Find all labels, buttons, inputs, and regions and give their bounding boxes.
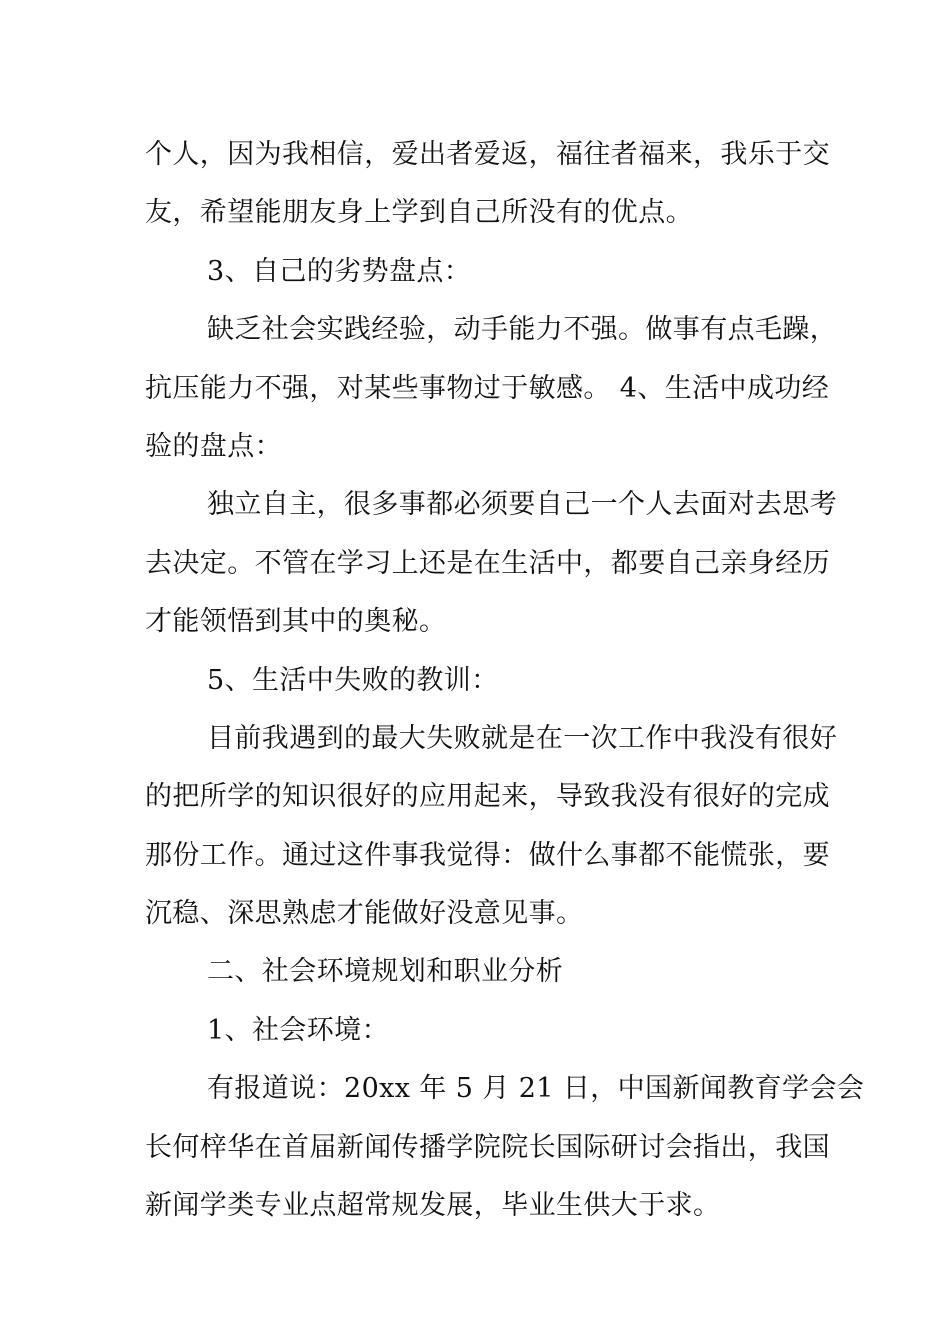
paragraph-line: 长何梓华在首届新闻传播学院院长国际研讨会指出，我国	[145, 1131, 830, 1163]
section-heading: 3、自己的劣势盘点：	[207, 255, 472, 287]
section-heading: 1、社会环境：	[207, 1014, 389, 1046]
paragraph-line: 验的盘点：	[145, 430, 282, 462]
paragraph-line: 新闻学类专业点超常规发展，毕业生供大于求。	[145, 1190, 721, 1222]
paragraph-line: 友，希望能朋友身上学到自己所没有的优点。	[145, 197, 693, 229]
section-heading: 二、社会环境规划和职业分析	[207, 956, 564, 988]
paragraph-line: 有报道说：20xx 年 5 月 21 日，中国新闻教育学会会	[207, 1073, 865, 1105]
paragraph-line: 的把所学的知识很好的应用起来，导致我没有很好的完成	[145, 781, 830, 813]
document-body	[145, 126, 865, 1235]
section-heading: 5、生活中失败的教训：	[207, 664, 499, 696]
paragraph-line: 那份工作。通过这件事我觉得：做什么事都不能慌张，要	[145, 839, 830, 871]
paragraph-line: 个人，因为我相信，爱出者爱返，福往者福来，我乐于交	[145, 139, 830, 170]
paragraph-line: 才能领悟到其中的奥秘。	[145, 606, 447, 638]
paragraph-line: 目前我遇到的最大失败就是在一次工作中我没有很好	[207, 722, 838, 754]
paragraph-line: 抗压能力不强，对某些事物过于敏感。 4、生活中成功经	[145, 372, 830, 404]
paragraph-line: 去决定。不管在学习上还是在生活中，都要自己亲身经历	[145, 547, 830, 579]
paragraph-line: 独立自主，很多事都必须要自己一个人去面对去思考	[207, 489, 838, 521]
paragraph-line: 缺乏社会实践经验，动手能力不强。做事有点毛躁，	[207, 314, 838, 346]
paragraph-line: 沉稳、深思熟虑才能做好没意见事。	[145, 898, 584, 930]
